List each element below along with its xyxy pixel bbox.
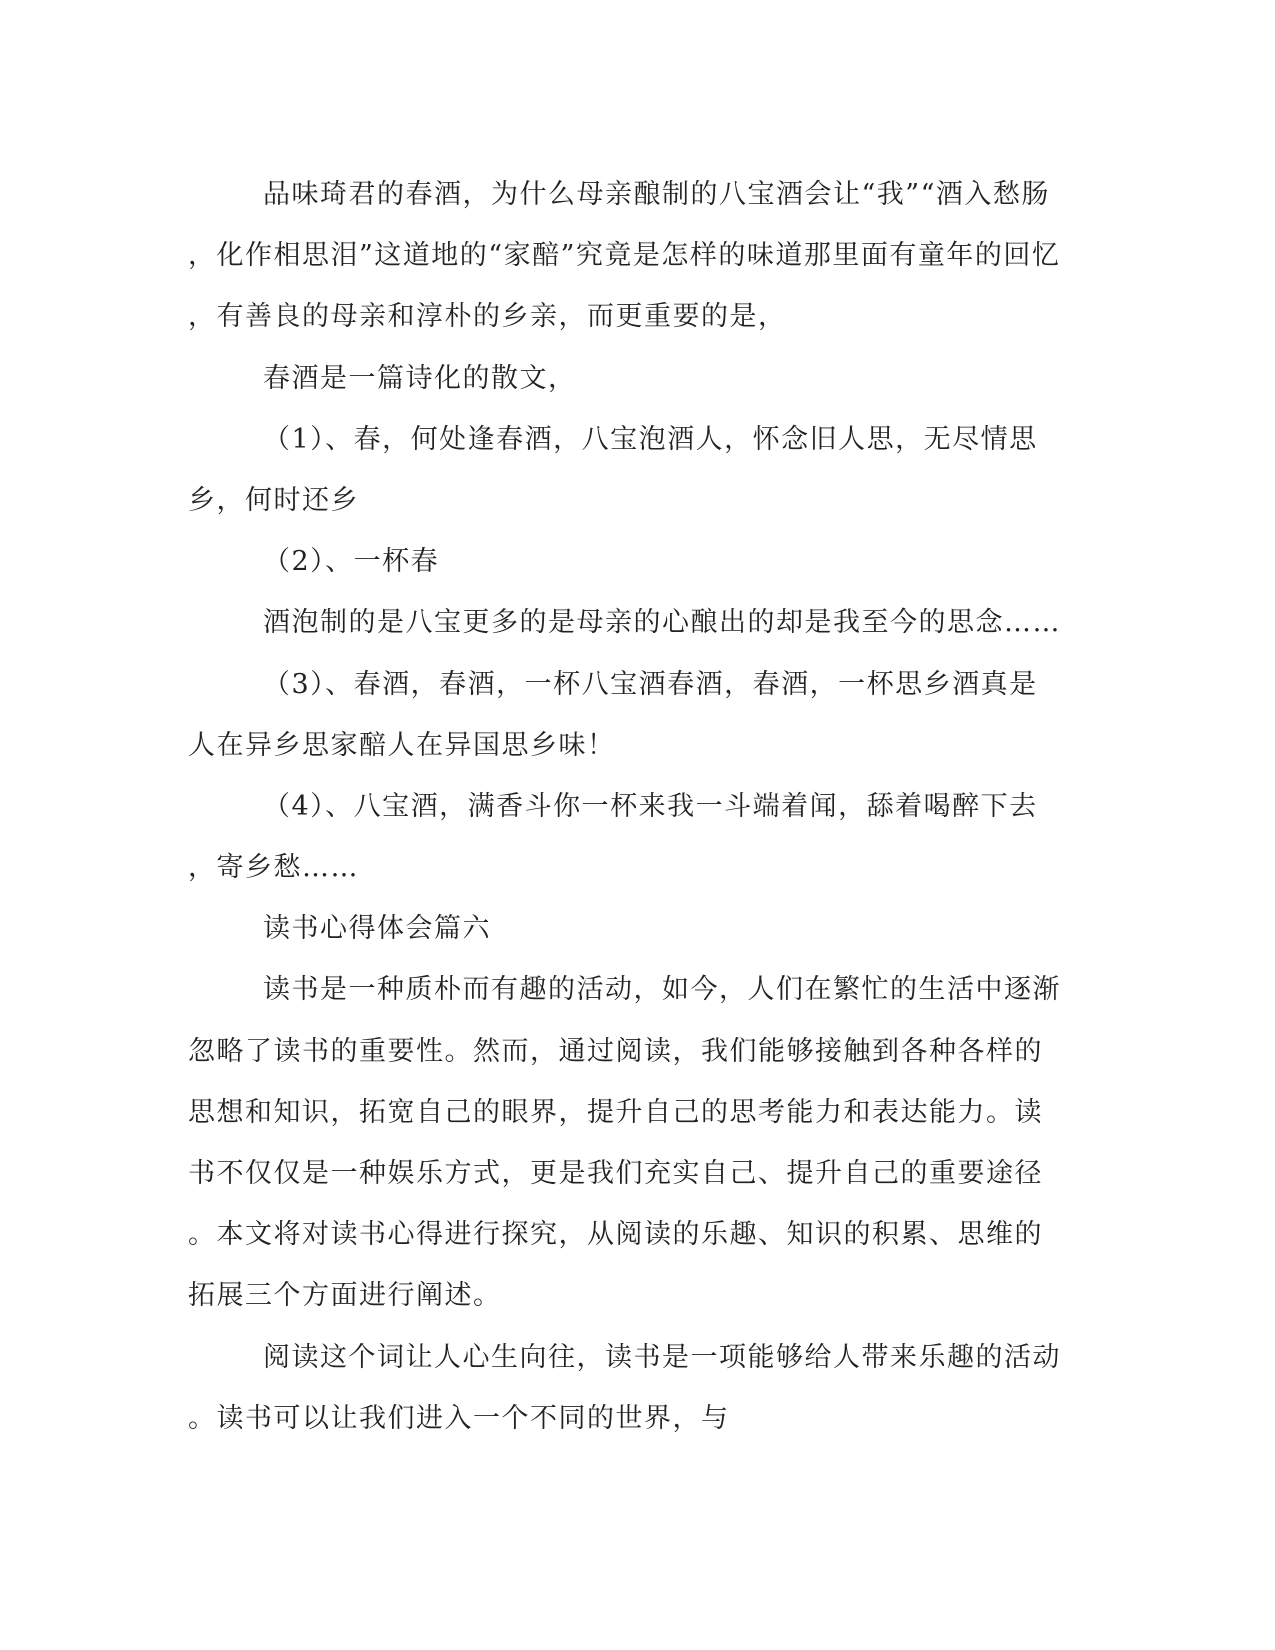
text-line: ，有善良的母亲和淳朴的乡亲，而更重要的是，: [188, 301, 787, 333]
document-body: [188, 164, 1078, 1449]
text-line: （4）、八宝酒，满香斗你一杯来我一斗端着闻，舔着喝醉下去: [263, 790, 1038, 822]
section-heading: 读书心得体会篇六: [263, 913, 491, 945]
text-line: 阅读这个词让人心生向往，读书是一项能够给人带来乐趣的活动: [263, 1341, 1061, 1373]
text-line: 思想和知识，拓宽自己的眼界，提升自己的思考能力和表达能力。读: [188, 1096, 1043, 1128]
text-line: 。本文将对读书心得进行探究，从阅读的乐趣、知识的积累、思维的: [188, 1219, 1043, 1251]
text-line: 读书是一种质朴而有趣的活动，如今，人们在繁忙的生活中逐渐: [263, 974, 1061, 1006]
text-line: 人在异乡思家醅人在异国思乡味！: [188, 729, 616, 761]
text-line: （3）、春酒，春酒，一杯八宝酒春酒，春酒，一杯思乡酒真是: [263, 668, 1038, 700]
text-line: 乡，何时还乡: [188, 484, 359, 516]
text-line: 酒泡制的是八宝更多的是母亲的心酿出的却是我至今的思念……: [263, 607, 1061, 639]
text-line: （2）、一杯春: [263, 546, 440, 578]
text-line: ，寄乡愁……: [188, 852, 359, 884]
text-line: 春酒是一篇诗化的散文，: [263, 362, 577, 394]
text-line: ，化作相思泪”这道地的“家醅”究竟是怎样的味道那里面有童年的回忆: [188, 240, 1061, 272]
text-line: 书不仅仅是一种娱乐方式，更是我们充实自己、提升自己的重要途径: [188, 1158, 1043, 1189]
text-line: 。读书可以让我们进入一个不同的世界，与: [188, 1402, 730, 1434]
text-line: （1）、春，何处逢春酒，八宝泡酒人，怀念旧人思，无尽情思: [263, 423, 1038, 455]
text-line: 忽略了读书的重要性。然而，通过阅读，我们能够接触到各种各样的: [188, 1035, 1043, 1067]
text-line: 品味琦君的春酒，为什么母亲酿制的八宝酒会让“我”“酒入愁肠: [263, 179, 1050, 210]
text-line: 拓展三个方面进行阐述。: [188, 1280, 502, 1312]
